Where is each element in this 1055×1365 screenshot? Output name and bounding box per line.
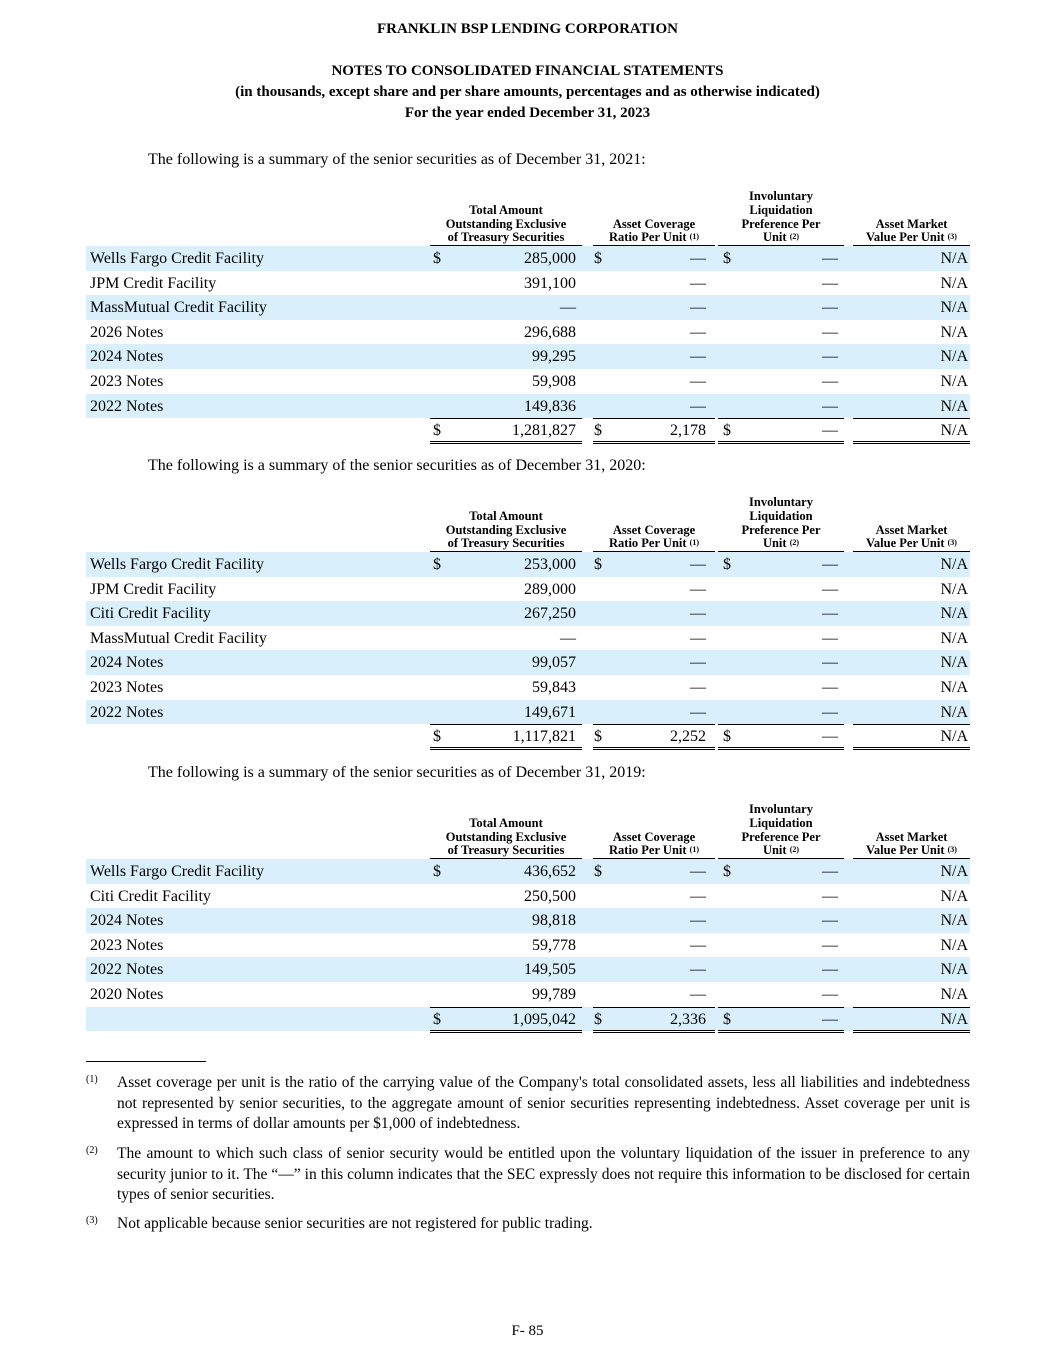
- col-liquidation-preference-line-text: Unit: [762, 843, 787, 858]
- coverage-value: —: [690, 863, 706, 880]
- market-value: N/A: [940, 372, 968, 390]
- footnote-text: Not applicable because senior securities are not registered for public trading.: [117, 1215, 593, 1232]
- col-market-value-line-text: Value Per Unit: [866, 843, 945, 858]
- col-asset-coverage-line: [593, 231, 715, 245]
- dollar-sign: [433, 700, 447, 725]
- col-total-amount-line: Total Amount: [469, 202, 543, 217]
- col-total-amount: [430, 817, 582, 859]
- market-value: N/A: [940, 250, 968, 267]
- row-label: 2024 Notes: [90, 348, 164, 366]
- col-liquidation-preference-line: Involuntary: [749, 189, 813, 204]
- dollar-sign: [723, 394, 737, 419]
- liquidation-value: —: [822, 887, 838, 905]
- col-asset-coverage: [593, 524, 715, 552]
- dollar-sign: [433, 320, 447, 345]
- col-liquidation-preference-line: Liquidation: [749, 815, 813, 830]
- dollar-sign: [433, 982, 447, 1007]
- dollar-sign: $: [594, 728, 602, 746]
- table-row: [86, 957, 970, 982]
- table-row: [86, 908, 970, 933]
- coverage-value: —: [690, 274, 706, 292]
- liquidation-value: —: [822, 678, 838, 696]
- coverage-value: —: [690, 912, 706, 930]
- table-row: [86, 700, 970, 725]
- dollar-sign: [433, 295, 447, 320]
- dollar-sign: [433, 933, 447, 958]
- footnote-ref: (1): [689, 538, 699, 548]
- dollar-sign: $: [723, 556, 731, 573]
- dollar-sign: $: [594, 250, 602, 267]
- liquidation-value: —: [822, 274, 838, 292]
- dollar-sign: $: [433, 556, 441, 573]
- col-liquidation-preference: [718, 496, 844, 552]
- coverage-value: —: [690, 936, 706, 954]
- dollar-sign: $: [723, 728, 731, 746]
- total-row: [86, 724, 970, 749]
- footnote-ref: (3): [947, 538, 957, 548]
- market-value: N/A: [940, 936, 968, 954]
- col-market-value-line: Asset Market: [875, 829, 948, 844]
- dollar-sign: [433, 884, 447, 909]
- market-value: N/A: [940, 985, 968, 1003]
- col-asset-coverage-line-text: Ratio Per Unit: [609, 536, 687, 551]
- row-label: 2024 Notes: [90, 654, 164, 672]
- liquidation-value: —: [822, 372, 838, 390]
- dollar-sign: [723, 344, 737, 369]
- footnote-rule: [86, 1061, 206, 1062]
- footnote-marker: (2): [86, 1145, 98, 1156]
- market-value: N/A: [940, 629, 968, 647]
- dollar-sign: [433, 650, 447, 675]
- table-row: [86, 271, 970, 296]
- col-total-amount-line: Total Amount: [469, 815, 543, 830]
- footnote-ref: (2): [789, 538, 800, 548]
- dollar-sign: [723, 982, 737, 1007]
- amount-value: 59,843: [532, 678, 576, 696]
- market-value: N/A: [940, 556, 968, 573]
- liquidation-value: —: [822, 654, 838, 672]
- table-intro: The following is a summary of the senior securities as of December 31, 2020:: [148, 457, 646, 474]
- dollar-sign: $: [594, 556, 602, 573]
- amount-value: 99,789: [532, 985, 576, 1003]
- row-label: Wells Fargo Credit Facility: [90, 250, 264, 267]
- row-label: 2023 Notes: [90, 372, 164, 390]
- amount-value: 149,836: [524, 397, 576, 415]
- table-row: [86, 344, 970, 369]
- liquidation-value: —: [822, 556, 838, 573]
- col-asset-coverage-line: [593, 537, 715, 551]
- liquidation-value: —: [822, 936, 838, 954]
- market-value: N/A: [940, 863, 968, 880]
- footnote-ref: (3): [947, 232, 957, 242]
- table-row: [86, 369, 970, 394]
- col-market-value-line-text: Value Per Unit: [866, 536, 945, 551]
- table-row: [86, 933, 970, 958]
- amount-value: 59,908: [532, 372, 576, 390]
- col-market-value: [853, 831, 970, 859]
- dollar-sign: [723, 933, 737, 958]
- notes-title: NOTES TO CONSOLIDATED FINANCIAL STATEMENTS: [331, 63, 724, 79]
- row-label: Citi Credit Facility: [90, 887, 211, 905]
- row-label: MassMutual Credit Facility: [90, 629, 267, 647]
- dollar-sign: [433, 908, 447, 933]
- dollar-sign: [433, 394, 447, 419]
- row-label: JPM Credit Facility: [90, 274, 217, 292]
- dollar-sign: [433, 369, 447, 394]
- amount-value: —: [560, 629, 576, 647]
- dollar-sign: [433, 626, 447, 651]
- col-liquidation-preference-line: [718, 537, 844, 551]
- amount-value: 149,505: [524, 961, 576, 979]
- coverage-value: —: [690, 299, 706, 317]
- footnote-2: [86, 1144, 970, 1206]
- dollar-sign: $: [433, 250, 441, 267]
- col-liquidation-preference-line-text: Unit: [762, 536, 787, 551]
- col-total-amount-line: of Treasury Securities: [447, 536, 565, 551]
- dollar-sign: [433, 271, 447, 296]
- market-value: N/A: [940, 605, 968, 623]
- dollar-sign: [723, 320, 737, 345]
- dollar-sign: [723, 601, 737, 626]
- dollar-sign: $: [433, 728, 441, 746]
- amount-value: —: [560, 299, 576, 317]
- col-asset-coverage-line-text: Ratio Per Unit: [609, 230, 687, 245]
- period-label: For the year ended December 31, 2023: [404, 105, 651, 121]
- total-market: N/A: [940, 422, 968, 440]
- col-total-amount-line: Outstanding Exclusive: [445, 829, 567, 844]
- coverage-value: —: [690, 348, 706, 366]
- dollar-sign: [723, 884, 737, 909]
- total-market: N/A: [940, 728, 968, 746]
- liquidation-value: —: [822, 863, 838, 880]
- table-row: [86, 982, 970, 1007]
- table-row: [86, 859, 970, 884]
- col-market-value-line: Asset Market: [875, 522, 948, 537]
- liquidation-value: —: [822, 912, 838, 930]
- column-headers: [86, 492, 970, 552]
- liquidation-value: —: [822, 348, 838, 366]
- table-row: [86, 675, 970, 700]
- total-liquidation: —: [822, 1010, 838, 1028]
- dollar-sign: [433, 344, 447, 369]
- footnote-text: Asset coverage per unit is the ratio of the carrying value of the Company's total consolidated assets, less all liabilities and indebtedness not represented by senior securities, to the aggregate amount of senior securities representing indebtedness. Asset coverage per unit is expressed in terms of dollar amounts per $1,000 of indebtedness.: [117, 1074, 970, 1133]
- table-row: [86, 577, 970, 602]
- col-liquidation-preference: [718, 190, 844, 246]
- market-value: N/A: [940, 299, 968, 317]
- dollar-sign: $: [594, 422, 602, 440]
- column-headers: [86, 186, 970, 246]
- senior-securities-table: [86, 799, 970, 1031]
- total-liquidation: —: [822, 728, 838, 746]
- col-liquidation-preference-line: Involuntary: [749, 802, 813, 817]
- col-liquidation-preference-line: Liquidation: [749, 202, 813, 217]
- amount-value: 149,671: [524, 703, 576, 721]
- amount-value: 253,000: [524, 556, 576, 573]
- market-value: N/A: [940, 678, 968, 696]
- market-value: N/A: [940, 654, 968, 672]
- amount-value: 250,500: [524, 887, 576, 905]
- total-amount: 1,281,827: [512, 422, 576, 440]
- units-note: (in thousands, except share and per share amounts, percentages and as otherwise indicated): [235, 84, 820, 100]
- col-total-amount-line: Outstanding Exclusive: [445, 216, 567, 231]
- col-liquidation-preference-line: Preference Per: [741, 216, 821, 231]
- col-market-value-line: [853, 537, 970, 551]
- liquidation-value: —: [822, 985, 838, 1003]
- dollar-sign: $: [723, 250, 731, 267]
- footnote-ref: (1): [689, 232, 699, 242]
- coverage-value: —: [690, 372, 706, 390]
- row-label: 2022 Notes: [90, 703, 164, 721]
- dollar-sign: $: [433, 422, 441, 440]
- footnote-marker: (3): [86, 1215, 98, 1226]
- amount-value: 289,000: [524, 580, 576, 598]
- col-total-amount-line: of Treasury Securities: [447, 230, 565, 245]
- liquidation-value: —: [822, 250, 838, 267]
- column-headers: [86, 799, 970, 859]
- liquidation-value: —: [822, 323, 838, 341]
- col-market-value-line: [853, 231, 970, 245]
- col-liquidation-preference-line: Preference Per: [741, 829, 821, 844]
- footnote-marker: (1): [86, 1074, 98, 1085]
- dollar-sign: [723, 369, 737, 394]
- market-value: N/A: [940, 348, 968, 366]
- dollar-sign: $: [594, 1010, 602, 1028]
- row-label: 2023 Notes: [90, 678, 164, 696]
- col-asset-coverage-line-text: Ratio Per Unit: [609, 843, 687, 858]
- col-liquidation-preference-line: Involuntary: [749, 495, 813, 510]
- coverage-value: —: [690, 887, 706, 905]
- dollar-sign: [723, 295, 737, 320]
- table-row: [86, 626, 970, 651]
- table-row: [86, 320, 970, 345]
- dollar-sign: [433, 601, 447, 626]
- market-value: N/A: [940, 274, 968, 292]
- total-amount: 1,095,042: [512, 1010, 576, 1028]
- col-total-amount-line: of Treasury Securities: [447, 843, 565, 858]
- liquidation-value: —: [822, 629, 838, 647]
- amount-value: 296,688: [524, 323, 576, 341]
- dollar-sign: [723, 700, 737, 725]
- col-market-value-line: Asset Market: [875, 216, 948, 231]
- table-row: [86, 601, 970, 626]
- coverage-value: —: [690, 605, 706, 623]
- col-asset-coverage-line: Asset Coverage: [612, 829, 696, 844]
- table-intro: The following is a summary of the senior securities as of December 31, 2021:: [148, 151, 646, 168]
- col-liquidation-preference: [718, 803, 844, 859]
- col-asset-coverage-line: [593, 844, 715, 858]
- footnote-ref: (2): [789, 845, 800, 855]
- market-value: N/A: [940, 912, 968, 930]
- row-label: Wells Fargo Credit Facility: [90, 863, 264, 880]
- col-liquidation-preference-line: [718, 844, 844, 858]
- coverage-value: —: [690, 323, 706, 341]
- liquidation-value: —: [822, 961, 838, 979]
- coverage-value: —: [690, 629, 706, 647]
- amount-value: 98,818: [532, 912, 576, 930]
- col-asset-coverage: [593, 218, 715, 246]
- footnote-3: [86, 1214, 970, 1235]
- col-market-value-line-text: Value Per Unit: [866, 230, 945, 245]
- total-liquidation: —: [822, 422, 838, 440]
- coverage-value: —: [690, 556, 706, 573]
- col-total-amount: [430, 510, 582, 552]
- row-label: 2022 Notes: [90, 961, 164, 979]
- row-label: 2022 Notes: [90, 397, 164, 415]
- dollar-sign: [723, 626, 737, 651]
- coverage-value: —: [690, 678, 706, 696]
- coverage-value: —: [690, 703, 706, 721]
- dollar-sign: [723, 908, 737, 933]
- coverage-value: —: [690, 985, 706, 1003]
- footnote-ref: (1): [689, 845, 699, 855]
- col-liquidation-preference-line-text: Unit: [762, 230, 787, 245]
- row-label: MassMutual Credit Facility: [90, 299, 267, 317]
- dollar-sign: $: [723, 1010, 731, 1028]
- total-amount: 1,117,821: [512, 728, 576, 746]
- dollar-sign: [723, 957, 737, 982]
- liquidation-value: —: [822, 605, 838, 623]
- amount-value: 391,100: [524, 274, 576, 292]
- total-coverage: 2,336: [670, 1010, 706, 1028]
- market-value: N/A: [940, 397, 968, 415]
- dollar-sign: $: [433, 1010, 441, 1028]
- col-total-amount: [430, 204, 582, 246]
- amount-value: 267,250: [524, 605, 576, 623]
- senior-securities-table: [86, 186, 970, 443]
- col-market-value-line: [853, 844, 970, 858]
- dollar-sign: [723, 577, 737, 602]
- total-coverage: 2,178: [670, 422, 706, 440]
- table-intro: The following is a summary of the senior securities as of December 31, 2019:: [148, 764, 646, 781]
- coverage-value: —: [690, 580, 706, 598]
- coverage-value: —: [690, 961, 706, 979]
- table-row: [86, 650, 970, 675]
- col-liquidation-preference-line: Preference Per: [741, 522, 821, 537]
- col-asset-coverage: [593, 831, 715, 859]
- dollar-sign: [433, 577, 447, 602]
- col-total-amount-line: Total Amount: [469, 508, 543, 523]
- company-name: FRANKLIN BSP LENDING CORPORATION: [376, 21, 678, 37]
- row-label: 2020 Notes: [90, 985, 164, 1003]
- row-label: 2023 Notes: [90, 936, 164, 954]
- market-value: N/A: [940, 703, 968, 721]
- col-asset-coverage-line: Asset Coverage: [612, 216, 696, 231]
- table-row: [86, 246, 970, 271]
- dollar-sign: [433, 957, 447, 982]
- amount-value: 99,057: [532, 654, 576, 672]
- total-row: [86, 1007, 970, 1032]
- market-value: N/A: [940, 887, 968, 905]
- total-row: [86, 418, 970, 443]
- footnote-1: [86, 1073, 970, 1135]
- row-label: JPM Credit Facility: [90, 580, 217, 598]
- col-liquidation-preference-line: [718, 231, 844, 245]
- market-value: N/A: [940, 323, 968, 341]
- row-label: 2024 Notes: [90, 912, 164, 930]
- dollar-sign: $: [594, 863, 602, 880]
- coverage-value: —: [690, 397, 706, 415]
- senior-securities-table: [86, 492, 970, 749]
- amount-value: 59,778: [532, 936, 576, 954]
- row-label: Wells Fargo Credit Facility: [90, 556, 264, 573]
- table-row: [86, 394, 970, 419]
- dollar-sign: [723, 650, 737, 675]
- footnote-ref: (3): [947, 845, 957, 855]
- table-row: [86, 552, 970, 577]
- col-asset-coverage-line: Asset Coverage: [612, 522, 696, 537]
- market-value: N/A: [940, 580, 968, 598]
- total-coverage: 2,252: [670, 728, 706, 746]
- dollar-sign: [433, 675, 447, 700]
- table-row: [86, 295, 970, 320]
- amount-value: 436,652: [524, 863, 576, 880]
- col-liquidation-preference-line: Liquidation: [749, 508, 813, 523]
- col-market-value: [853, 218, 970, 246]
- coverage-value: —: [690, 654, 706, 672]
- dollar-sign: $: [723, 863, 731, 880]
- amount-value: 99,295: [532, 348, 576, 366]
- dollar-sign: $: [723, 422, 731, 440]
- amount-value: 285,000: [524, 250, 576, 267]
- dollar-sign: [723, 271, 737, 296]
- liquidation-value: —: [822, 580, 838, 598]
- row-label: Citi Credit Facility: [90, 605, 211, 623]
- liquidation-value: —: [822, 397, 838, 415]
- col-market-value: [853, 524, 970, 552]
- col-total-amount-line: Outstanding Exclusive: [445, 522, 567, 537]
- footnote-text: The amount to which such class of senior security would be entitled upon the voluntary liquidation of the issuer in preference to any security junior to it. The “—” in this column indicates that the SEC expressly does not require this information to be disclosed for certain types of senior securities.: [117, 1145, 970, 1204]
- row-label: 2026 Notes: [90, 323, 164, 341]
- table-row: [86, 884, 970, 909]
- liquidation-value: —: [822, 703, 838, 721]
- liquidation-value: —: [822, 299, 838, 317]
- coverage-value: —: [690, 250, 706, 267]
- page-number: F- 85: [511, 1323, 544, 1339]
- dollar-sign: $: [433, 863, 441, 880]
- market-value: N/A: [940, 961, 968, 979]
- total-market: N/A: [940, 1010, 968, 1028]
- dollar-sign: [723, 675, 737, 700]
- footnote-ref: (2): [789, 232, 800, 242]
